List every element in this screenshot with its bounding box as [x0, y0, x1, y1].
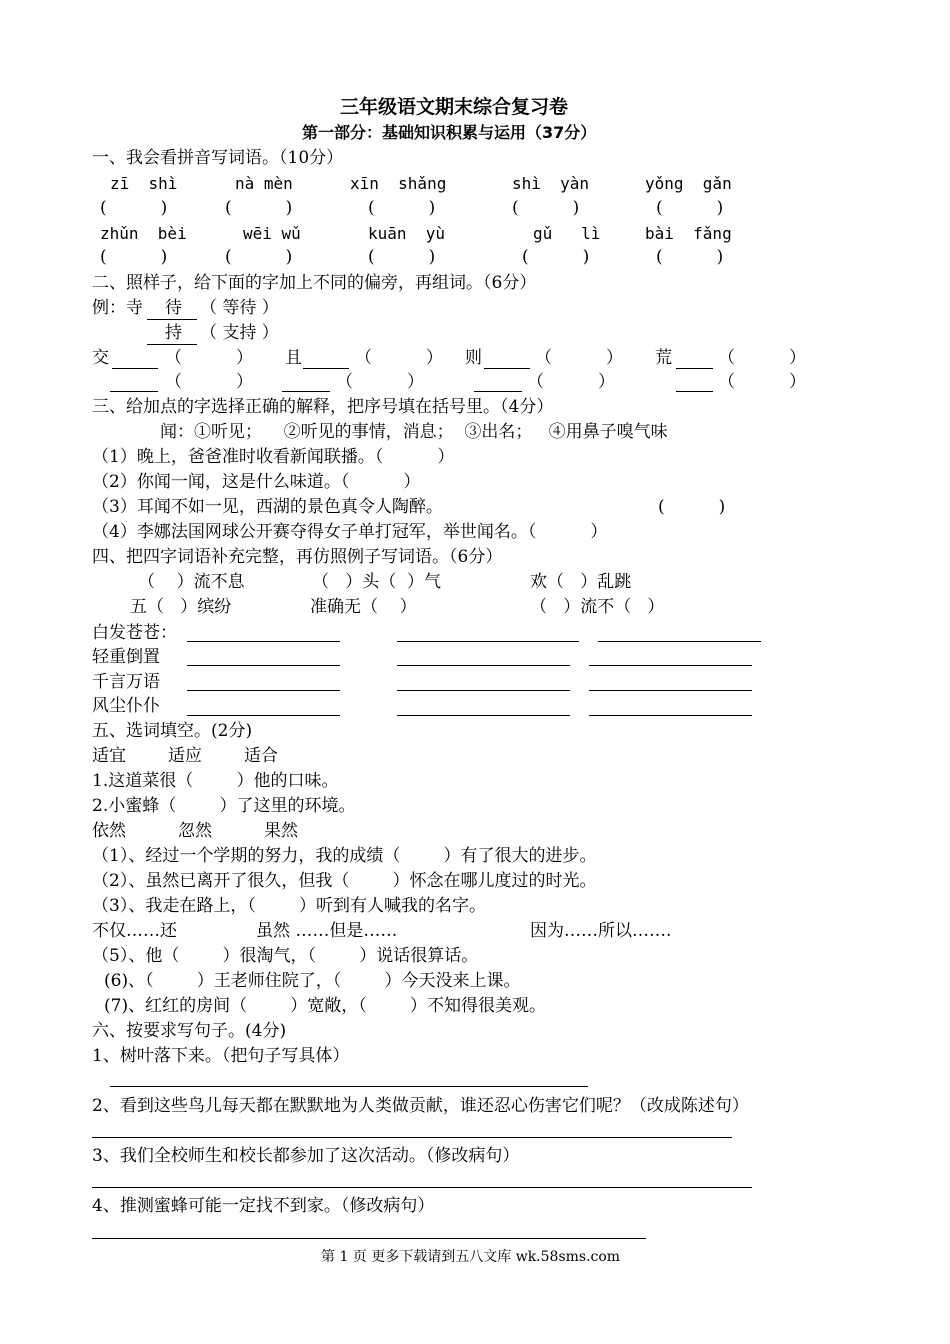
- answer-parens[interactable]: ( ): [100, 198, 168, 218]
- blank-line[interactable]: [282, 391, 330, 392]
- blank-line[interactable]: [112, 368, 158, 369]
- answer-parens[interactable]: （ ）: [165, 348, 254, 368]
- answer-parens[interactable]: （ ）: [336, 372, 425, 392]
- example-compound: （ 等待 ）: [200, 298, 279, 318]
- question: 4、推测蜜蜂可能一定找不到家。（修改病句）: [92, 1196, 435, 1216]
- word-choice: 果然: [264, 821, 298, 841]
- answer-parens[interactable]: ( ): [368, 247, 436, 267]
- blank-line[interactable]: [397, 665, 570, 666]
- question: (7)、红红的房间（ ）宽敞，（ ）不知得很美观。: [104, 996, 547, 1016]
- question: （2）你闻一闻，这是什么味道。（ ）: [92, 472, 421, 492]
- question: 1.这道菜很（ ）他的口味。: [92, 771, 339, 791]
- blank-line[interactable]: [110, 391, 158, 392]
- pinyin: gǔ lì: [533, 224, 601, 243]
- blank-line[interactable]: [598, 641, 761, 642]
- question: （2）、虽然已离开了很久，但我（ ）怀念在哪儿度过的时光。: [92, 871, 597, 891]
- question: 2、看到这些鸟儿每天都在默默地为人类做贡献，谁还忍心伤害它们呢？（改成陈述句）: [92, 1096, 749, 1116]
- answer-parens[interactable]: ( ): [100, 247, 168, 267]
- blank-line[interactable]: [187, 715, 340, 716]
- example-prefix: 例：寺: [92, 298, 143, 318]
- blank-line[interactable]: [589, 690, 752, 691]
- blank-line[interactable]: [187, 641, 340, 642]
- base-char: 则: [465, 348, 482, 368]
- answer-parens[interactable]: （ ）: [355, 348, 444, 368]
- answer-parens[interactable]: ( ): [225, 247, 293, 267]
- answer-line[interactable]: [92, 1187, 752, 1188]
- blank-line[interactable]: [589, 715, 752, 716]
- blank-line[interactable]: [397, 715, 570, 716]
- pinyin: zī shì: [110, 174, 178, 193]
- answer-parens[interactable]: ( ): [512, 198, 580, 218]
- word-choice: 适合: [244, 746, 278, 766]
- answer-parens[interactable]: ( ): [658, 497, 726, 517]
- example-word: 持: [165, 323, 182, 343]
- answer-parens[interactable]: ( ): [522, 247, 590, 267]
- blank-line: [147, 319, 197, 320]
- example-compound: （ 支持 ）: [200, 323, 279, 343]
- idiom-blank: 准确无（ ）: [310, 597, 417, 617]
- blank-line[interactable]: [676, 368, 713, 369]
- blank-line[interactable]: [676, 391, 713, 392]
- answer-parens[interactable]: ( ): [656, 198, 724, 218]
- pinyin: wēi wǔ: [243, 224, 301, 243]
- answer-line[interactable]: [110, 1086, 588, 1087]
- blank-line[interactable]: [474, 391, 522, 392]
- section-3-heading: 三、给加点的字选择正确的解释，把序号填在括号里。（4分）: [92, 397, 554, 417]
- pinyin: kuān yù: [368, 224, 446, 243]
- question: （3）、我走在路上，（ ）听到有人喊我的名字。: [92, 896, 487, 916]
- pinyin: xīn shǎng: [350, 174, 447, 193]
- base-char: 交: [92, 348, 109, 368]
- blank-line[interactable]: [397, 641, 579, 642]
- idiom-example: 轻重倒置: [92, 647, 160, 667]
- question: （3）耳闻不如一见，西湖的景色真令人陶醉。: [92, 497, 443, 517]
- question: 1、树叶落下来。（把句子写具体）: [92, 1046, 350, 1066]
- blank-line[interactable]: [303, 368, 349, 369]
- word-choice: 因为……所以…….: [530, 921, 672, 941]
- question: （4）李娜法国网球公开赛夺得女子单打冠军，举世闻名。（ ）: [92, 522, 608, 542]
- blank-line[interactable]: [187, 690, 340, 691]
- blank-line: [147, 344, 197, 345]
- example-word: 待: [165, 298, 182, 318]
- word-choice: 适应: [168, 746, 202, 766]
- part-heading: 第一部分：基础知识积累与运用（37分）: [302, 123, 597, 142]
- word-choice: 忽然: [178, 821, 212, 841]
- blank-line[interactable]: [589, 665, 752, 666]
- answer-line[interactable]: [92, 1137, 732, 1138]
- section-2-heading: 二、照样子，给下面的字加上不同的偏旁，再组词。（6分）: [92, 273, 537, 293]
- answer-line[interactable]: [92, 1238, 646, 1239]
- section-4-heading: 四、把四字词语补充完整，再仿照例子写词语。（6分）: [92, 547, 503, 567]
- section-1-heading: 一、我会看拼音写词语。（10分）: [92, 148, 344, 168]
- question: （1）晚上，爸爸准时收看新闻联播。（ ）: [92, 447, 455, 467]
- page-title: 三年级语文期末综合复习卷: [340, 96, 569, 118]
- base-char: 且: [285, 348, 302, 368]
- answer-parens[interactable]: ( ): [368, 198, 436, 218]
- word-choice: 适宜: [92, 746, 126, 766]
- answer-parens[interactable]: （ ）: [165, 372, 254, 392]
- idiom-blank: 欢（ ）乱跳: [530, 572, 632, 592]
- answer-parens[interactable]: ( ): [225, 198, 293, 218]
- word-choice: 不仅……还: [92, 921, 177, 941]
- idiom-blank: （ ）流不息: [138, 572, 245, 592]
- idiom-example: 风尘仆仆: [92, 696, 160, 716]
- answer-parens[interactable]: （ ）: [527, 372, 616, 392]
- idiom-blank: （ ）流不（ ）: [530, 597, 665, 617]
- pinyin: shì yàn: [512, 174, 590, 193]
- idiom-blank: 五（ ）缤纷: [130, 597, 232, 617]
- blank-line[interactable]: [187, 665, 340, 666]
- question: 2.小蜜蜂（ ）了这里的环境。: [92, 796, 356, 816]
- pinyin: yǒng gǎn: [645, 174, 732, 193]
- section-5-heading: 五、选词填空。(2分): [92, 721, 253, 741]
- blank-line[interactable]: [397, 690, 570, 691]
- pinyin: nà mèn: [235, 174, 293, 193]
- question: 3、我们全校师生和校长都参加了这次活动。（修改病句）: [92, 1146, 520, 1166]
- word-choice: 虽然 ……但是……: [256, 921, 398, 941]
- blank-line[interactable]: [484, 368, 530, 369]
- answer-parens[interactable]: （ ）: [535, 348, 624, 368]
- question: （1）、经过一个学期的努力，我的成绩（ ）有了很大的进步。: [92, 846, 597, 866]
- idiom-example: 千言万语: [92, 672, 160, 692]
- answer-parens[interactable]: ( ): [656, 247, 724, 267]
- idiom-example: 白发苍苍：: [92, 623, 177, 643]
- pinyin: zhǔn bèi: [100, 224, 187, 243]
- pinyin: bài fǎng: [645, 224, 732, 243]
- answer-parens[interactable]: （ ）: [718, 348, 807, 368]
- page-footer: 第 1 页 更多下载请到五八文库 wk.58sms.com: [321, 1249, 621, 1265]
- base-char: 荒: [655, 348, 672, 368]
- question: （5）、他（ ）很淘气，（ ）说话很算话。: [92, 946, 479, 966]
- section-6-heading: 六、按要求写句子。(4分): [92, 1021, 287, 1041]
- answer-parens[interactable]: （ ）: [718, 372, 807, 392]
- definitions: 闻：①听见； ②听见的事情，消息； ③出名； ④用鼻子嗅气味: [160, 422, 668, 442]
- question: (6)、（ ）王老师住院了，（ ）今天没来上课。: [104, 971, 521, 991]
- idiom-blank: （ ）头（ ）气: [312, 572, 442, 592]
- word-choice: 依然: [92, 821, 126, 841]
